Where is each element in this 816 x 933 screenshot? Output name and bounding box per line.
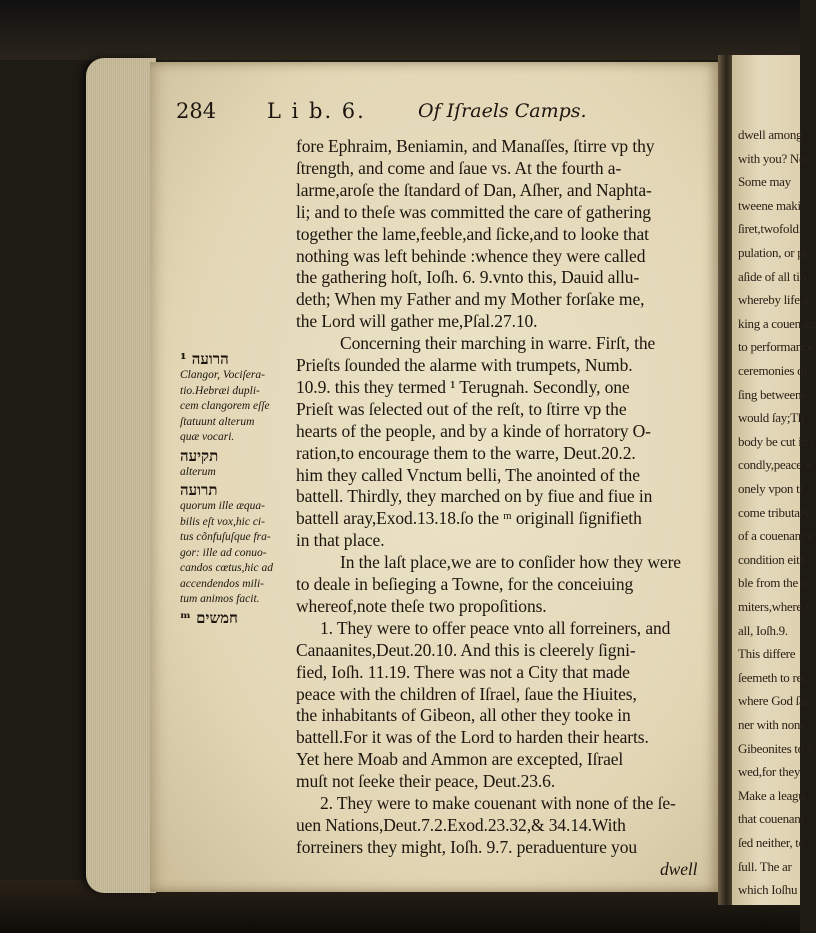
body-line: Yet here Moab and Ammon are excepted, Iſrael: [296, 749, 624, 770]
body-line: deth; When my Father and my Mother forſake me,: [296, 289, 645, 310]
body-line: battell.For it was of the Lord to harden their hearts.: [296, 727, 649, 748]
facing-page-line: pulation, or pi: [738, 245, 807, 260]
facing-page: [732, 55, 816, 905]
facing-page-line: all, Ioſh.9.: [738, 622, 788, 638]
facing-page-line: whereby life o: [738, 292, 809, 308]
facing-page-line: ſing betweene: [738, 386, 807, 402]
body-line: together the lame,feeble,and ſicke,and to looke that: [296, 223, 649, 244]
facing-page-line: which Ioſhu: [738, 882, 798, 898]
body-line: the inhabitants of Gibeon, all other they tooke in: [296, 705, 631, 726]
page-stack-edges: [86, 58, 156, 893]
body-line: li; and to theſe was committed the care of gathering: [296, 201, 651, 222]
page-number: 284: [176, 99, 217, 123]
facing-page-line: Make a leagu: [738, 787, 805, 803]
book-number: L i b. 6.: [267, 99, 366, 123]
body-line: larme,aroſe the ſtandard of Dan, Aſher, and Naphta-: [296, 179, 652, 200]
body-line: Concerning their marching in warre. Firſt, the: [340, 333, 656, 354]
margin-note-line: gor: ille ad conuo-: [180, 546, 267, 559]
facing-page-line: condly,peace w: [738, 457, 814, 473]
facing-page-line: Some may: [738, 174, 791, 190]
facing-page-line: ſiret,twofold.: [738, 221, 802, 237]
body-line: him they called Vnctum belli, The anointed of the: [296, 464, 640, 485]
facing-page-line: Gibeonites to b: [738, 740, 813, 756]
running-title: Of Iſraels Camps.: [418, 100, 587, 122]
facing-page-line: ceremonies of: [738, 363, 808, 378]
margin-note-line: quæ vocari.: [180, 431, 235, 443]
body-line: ſtrength, and come and ſaue vs. At the fourth a-: [296, 157, 622, 178]
body-line: nothing was left behinde :whence they were called: [296, 245, 646, 266]
body-line: Prieſts ſounded the alarme with trumpets, Numb.: [296, 355, 633, 375]
margin-hebrew: ᵐ חמשים: [180, 608, 238, 627]
margin-note-line: candos cœtus,hic ad: [180, 562, 273, 574]
body-line: the gathering hoſt, Ioſh. 6. 9.vnto this, Dauid allu-: [296, 267, 640, 288]
margin-note-line: accendendos mili-: [180, 577, 264, 590]
body-line: battell aray,Exod.13.18.ſo the ᵐ originall ſignifieth: [296, 508, 642, 529]
facing-page-line: ſeemeth to rec: [738, 669, 808, 685]
facing-page-line: aſide of all tio: [738, 268, 806, 284]
margin-note-line: tio.Hebræi dupli-: [180, 384, 260, 397]
facing-page-line: king a couenant: [738, 315, 816, 331]
facing-page-line: miters,where t: [738, 599, 809, 614]
margin-note-line: cem clangorem eſſe: [180, 400, 270, 412]
body-line: peace with the children of Iſrael, ſaue the Hiuites,: [296, 683, 637, 704]
background-top: [0, 0, 800, 60]
margin-note-line: ſtatuunt alterum: [180, 415, 255, 428]
margin-note-line: alterum: [180, 465, 216, 478]
body-line: to deale in beſieging a Towne, for the conceiuing: [296, 574, 634, 594]
facing-page-line: to performance: [738, 339, 813, 355]
facing-page-line: where God ſai: [738, 693, 808, 709]
margin-note-line: tum animos facit.: [180, 593, 260, 605]
body-line: ration,to encourage them to the warre, Deut.20.2.: [296, 442, 636, 463]
body-line: forreiners they might, Ioſh. 9.7. peraduenture you: [296, 836, 638, 857]
body-line: muſt not ſeeke their peace, Deut.23.6.: [296, 771, 556, 792]
margin-note-line: tus cõnfuſuſque fra-: [180, 531, 271, 543]
body-line: in that place.: [296, 530, 385, 551]
facing-page-line: would ſay;Th: [738, 410, 805, 426]
facing-page-line: that couenant: [738, 811, 804, 827]
margin-note-line: bilis eſt vox,hic ci-: [180, 515, 265, 528]
facing-page-line: condition eith: [738, 551, 806, 567]
facing-page-line: onely vpon tl: [738, 481, 803, 496]
facing-page-line: ner with none: [738, 717, 806, 732]
margin-note-line: Clangor, Vociſera-: [180, 369, 265, 381]
margin-note-line: quorum ille æqua-: [180, 500, 265, 512]
margin-hebrew: תקיעה: [180, 446, 219, 465]
facing-page-line: come tributary: [738, 504, 810, 520]
facing-page-line: ſed neither, to: [738, 835, 805, 850]
facing-page-line: ſull. The ar: [738, 858, 792, 874]
facing-page-line: ble from the c: [738, 575, 807, 591]
body-line: 1. They were to offer peace vnto all forreiners, and: [320, 617, 671, 638]
body-line: fied, Ioſh. 11.19. There was not a City that made: [296, 661, 630, 682]
margin-hebrew: ¹ הרועה: [180, 350, 229, 368]
body-line: whereof,note theſe two propoſitions.: [296, 595, 547, 616]
body-line: 10.9. this they termed ¹ Terugnah. Secondly, one: [296, 376, 630, 397]
facing-page-line: This differe: [738, 646, 796, 662]
body-line: Canaanites,Deut.20.10. And this is cleerely ſigni-: [296, 639, 636, 660]
body-line: hearts of the people, and by a kinde of horratory O-: [296, 420, 651, 441]
facing-page-line: body be cut in t: [738, 433, 815, 449]
body-line: uen Nations,Deut.7.2.Exod.23.32,& 34.14.With: [296, 814, 626, 835]
facing-page-line: dwell among: [738, 127, 803, 142]
book-gutter: [718, 55, 732, 905]
body-line: dwell: [660, 858, 698, 879]
body-line: Prieſt was ſelected out of the reſt, to ſtirre vp the: [296, 398, 627, 419]
body-line: 2. They were to make couenant with none of the ſe-: [320, 793, 676, 813]
body-line: battell. Thirdly, they marched on by fiue and fiue in: [296, 486, 653, 507]
margin-hebrew: תרועה: [180, 481, 218, 499]
facing-page-line: tweene maki: [738, 197, 801, 213]
facing-page-line: of a couenant v: [738, 528, 814, 544]
facing-page-line: with you? No: [738, 150, 806, 166]
facing-page-line: wed,for they: [738, 764, 801, 780]
body-line: fore Ephraim, Beniamin, and Manaſſes, ſtirre vp thy: [296, 136, 655, 156]
body-line: the Lord will gather me,Pſal.27.10.: [296, 311, 538, 332]
body-line: In the laſt place,we are to conſider how they were: [340, 552, 681, 573]
